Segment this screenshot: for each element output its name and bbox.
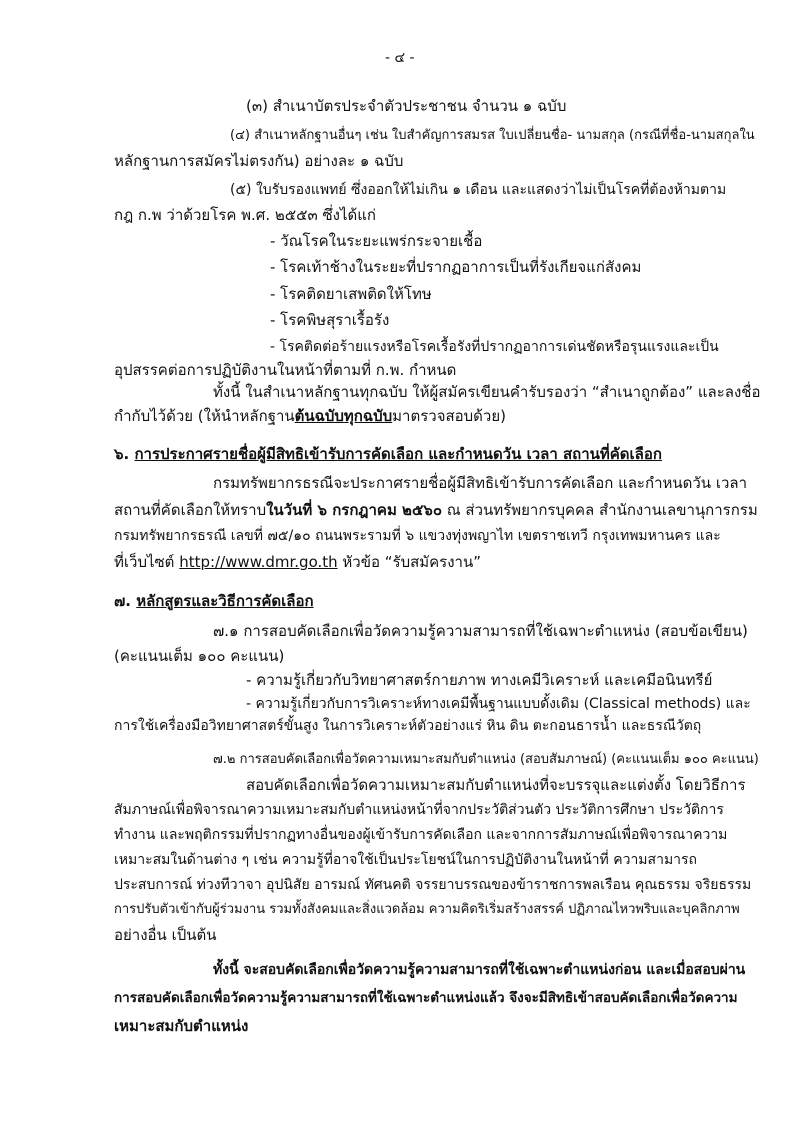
- page-number: - ๔ -: [385, 50, 415, 66]
- section6-line3: กรมทรัพยากรธรณี เลขที่ ๗๕/๑๐ ถนนพระรามที่ ๖ แขวงทุ่งพญาไท เขตราชเทวี กรุงเทพมหานคร และ: [114, 528, 721, 544]
- section6-number: ๖.: [114, 445, 130, 463]
- copy-note-text-a: กำกับไว้ด้วย (ให้นำหลักฐาน: [114, 407, 295, 425]
- section72-line: สัมภาษณ์เพื่อพิจารณาความเหมาะสมกับตำแหน่งหน้าที่จากประวัติส่วนตัว ประวัติการศึกษา ประวัติการ: [114, 802, 724, 818]
- section71-bullet: - ความรู้เกี่ยวกับวิทยาศาสตร์กายภาพ ทางเคมีวิเคราะห์ และเคมีอนินทรีย์: [246, 671, 713, 689]
- section72-line: การปรับตัวเข้ากับผู้ร่วมงาน รวมทั้งสังคมและสิ่งแวดล้อม ความคิดริเริ่มสร้างสรรค์ ปฏิภาณไหวพริบและบุคลิกภาพ: [114, 902, 740, 917]
- section6-line4-a: ที่เว็บไซต์: [114, 553, 180, 571]
- section6-heading: [114, 444, 662, 464]
- copy-note-emphasis: ต้นฉบับทุกฉบับ: [294, 407, 393, 425]
- section72-line: อย่างอื่น เป็นต้น: [114, 926, 217, 944]
- copy-note-text-c: มาตรวจสอบด้วย): [392, 407, 506, 425]
- copy-note-line2: [114, 406, 506, 426]
- section6-line2-c: ณ ส่วนทรัพยากรบุคคล สำนักงานเลขานุการกรม: [441, 501, 758, 519]
- section72-line: สอบคัดเลือกเพื่อวัดความเหมาะสมกับตำแหน่งที่จะบรรจุและแต่งตั้ง โดยวิธีการ: [246, 776, 746, 794]
- section6-line1: กรมทรัพยากรธรณีจะประกาศรายชื่อผู้มีสิทธิเข้ารับการคัดเลือก และกำหนดวัน เวลา: [213, 474, 747, 492]
- disease-tail: อุปสรรคต่อการปฏิบัติงานในหน้าที่ตามที่ ก.พ. กำหนด: [114, 361, 457, 379]
- section6-title: การประกาศรายชื่อผู้มีสิทธิเข้ารับการคัดเลือก และกำหนดวัน เวลา สถานที่คัดเลือก: [134, 445, 662, 463]
- section6-line2: [114, 500, 758, 520]
- section7-title: หลักสูตรและวิธีการคัดเลือก: [136, 592, 314, 610]
- disease-item: - โรคเท้าช้างในระยะที่ปรากฏอาการเป็นที่รังเกียจแก่สังคม: [270, 258, 642, 276]
- section7-heading: [114, 591, 314, 611]
- closing-line: การสอบคัดเลือกเพื่อวัดความรู้ความสามารถที่ใช้เฉพาะตำแหน่งแล้ว จึงจะมีสิทธิเข้าสอบคัดเลือกเพื่อวัดความ: [114, 990, 738, 1006]
- disease-item: - วัณโรคในระยะแพร่กระจายเชื้อ: [270, 232, 483, 250]
- website-link[interactable]: http://www.dmr.go.th: [179, 553, 338, 571]
- list-item-5-line2: กฎ ก.พ ว่าด้วยโรค พ.ศ. ๒๕๕๓ ซึ่งได้แก่: [114, 206, 377, 224]
- disease-item: - โรคติดยาเสพติดให้โทษ: [270, 285, 432, 303]
- section6-line4: [114, 552, 481, 572]
- section72-line: เหมาะสมในด้านต่าง ๆ เช่น ความรู้ที่อาจใช้เป็นประโยชน์ในการปฏิบัติงานในหน้าที่ ความสามารถ: [114, 852, 698, 868]
- section6-line2-a: สถานที่คัดเลือกให้ทราบ: [114, 501, 267, 519]
- closing-line: ทั้งนี้ จะสอบคัดเลือกเพื่อวัดความรู้ความสามารถที่ใช้เฉพาะตำแหน่งก่อน และเมื่อสอบผ่าน: [213, 962, 746, 978]
- section71-bullet: - ความรู้เกี่ยวกับการวิเคราะห์ทางเคมีพื้นฐานแบบดั้งเดิม (Classical methods) และ: [246, 696, 751, 712]
- closing-line: เหมาะสมกับตำแหน่ง: [114, 1017, 249, 1035]
- section7-number: ๗.: [114, 592, 131, 610]
- announcement-date: ในวันที่ ๖ กรกฎาคม ๒๕๖๐: [266, 501, 442, 519]
- disease-item: - โรคติดต่อร้ายแรงหรือโรคเรื้อรังที่ปรากฏอาการเด่นชัดหรือรุนแรงและเป็น: [270, 339, 719, 355]
- section71-bullet-tail: การใช้เครื่องมือวิทยาศาสตร์ขั้นสูง ในการวิเคราะห์ตัวอย่างแร่ หิน ดิน ตะกอนธารน้ำ และธรณีวัตถุ: [114, 718, 702, 734]
- section72-line: ทำงาน และพฤติกรรมที่ปรากฏทางอื่นของผู้เข้ารับการคัดเลือก และจากการสัมภาษณ์เพื่อพิจารณาความ: [114, 827, 728, 843]
- copy-note-line1: ทั้งนี้ ในสำเนาหลักฐานทุกฉบับ ให้ผู้สมัครเขียนคำรับรองว่า “สำเนาถูกต้อง” และลงชื่อ: [213, 383, 761, 401]
- list-item-4-line2: หลักฐานการสมัครไม่ตรงกัน) อย่างละ ๑ ฉบับ: [114, 152, 404, 170]
- disease-item: - โรคพิษสุราเรื้อรัง: [270, 311, 390, 329]
- list-item-3: (๓) สำเนาบัตรประจำตัวประชาชน จำนวน ๑ ฉบับ: [246, 97, 567, 115]
- section6-line4-c: หัวข้อ “รับสมัครงาน”: [337, 553, 482, 571]
- list-item-5-line1: (๕) ใบรับรองแพทย์ ซึ่งออกให้ไม่เกิน ๑ เดือน และแสดงว่าไม่เป็นโรคที่ต้องห้ามตาม: [230, 182, 727, 198]
- section72-line: ประสบการณ์ ท่วงทีวาจา อุปนิสัย อารมณ์ ทัศนคติ จรรยาบรรณของข้าราชการพลเรือน คุณธรรม จริยธรรม: [114, 877, 752, 893]
- list-item-4-line1: (๔) สำเนาหลักฐานอื่นๆ เช่น ใบสำคัญการสมรส ใบเปลี่ยนชื่อ- นามสกุล (กรณีที่ชื่อ-นามสกุลใน: [230, 128, 755, 143]
- section71-line2: (คะแนนเต็ม ๑๐๐ คะแนน): [114, 647, 285, 665]
- section72-title: ๗.๒ การสอบคัดเลือกเพื่อวัดความเหมาะสมกับตำแหน่ง (สอบสัมภาษณ์) (คะแนนเต็ม ๑๐๐ คะแนน): [213, 752, 759, 767]
- section71-line1: ๗.๑ การสอบคัดเลือกเพื่อวัดความรู้ความสามารถที่ใช้เฉพาะตำแหน่ง (สอบข้อเขียน): [213, 622, 748, 640]
